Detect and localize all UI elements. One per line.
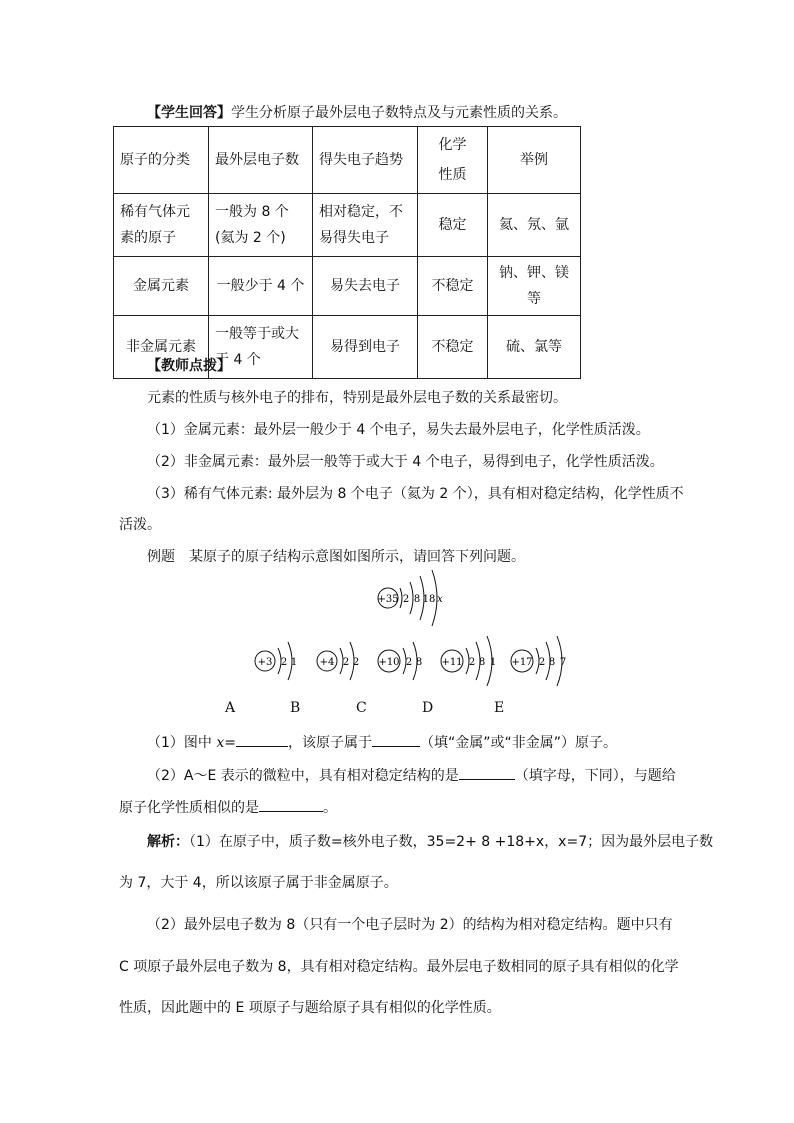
teacher-point-1: （1）金属元素：最外层一般少于 4 个电子，易失去最外层电子，化学性质活泼。 (147, 422, 650, 438)
svg-text:+4: +4 (319, 657, 335, 668)
svg-text:7: 7 (559, 657, 567, 668)
svg-text:2: 2 (342, 657, 350, 668)
table-header: 最外层电子数 (209, 127, 313, 194)
atom-diagram-c (378, 642, 422, 680)
svg-text:2: 2 (538, 657, 546, 668)
teacher-point-2: （2）非金属元素：最外层一般等于或大于 4 个电子，易得到电子，化学性质活泼。 (147, 454, 664, 470)
question-2: （2）A～E 表示的微粒中，具有相对稳定结构的是 （填字母，下同），与题给 (147, 765, 676, 785)
atom-diagram-a (255, 642, 297, 680)
main-atom-diagram (377, 570, 443, 626)
atom-diagram-e (511, 636, 566, 686)
question-2-cont: 原子化学性质相似的是 。 (119, 797, 337, 817)
svg-text:+10: +10 (378, 657, 400, 668)
table-cell: 易失去电子 (313, 257, 418, 316)
analysis-line-5: 性质，因此题中的 E 项原子与题给原子具有相似的化学性质。 (119, 1000, 501, 1016)
table-cell: 非金属元素 (114, 316, 209, 379)
svg-text:1: 1 (290, 657, 298, 668)
analysis-tag: 解析： (147, 834, 189, 850)
table-row (114, 257, 581, 316)
shell-count: 8 (413, 594, 421, 605)
svg-text:8: 8 (548, 657, 556, 668)
main-atom-nucleus: +35 (377, 594, 399, 605)
svg-text:2: 2 (352, 657, 360, 668)
svg-text:2: 2 (405, 657, 413, 668)
table-cell: 不稳定 (418, 257, 488, 316)
atom-label-b: B (290, 700, 301, 716)
atom-label-d: D (422, 700, 434, 716)
analysis-line-1: 解析：（1）在原子中，质子数=核外电子数，35=2+ 8 +18+x，x=7；因为最外层电子数 (147, 834, 714, 850)
table-cell: 金属元素 (114, 257, 209, 316)
table-cell: 一般等于或大于 4 个 (209, 316, 313, 379)
table-cell: 相对稳定，不易得失电子 (313, 194, 418, 257)
table-cell: 一般为 8 个(氦为 2 个) (209, 194, 313, 257)
table-header: 化学 性质 (418, 127, 488, 194)
shell-count: x (437, 594, 443, 605)
table-cell: 一般少于 4 个 (209, 257, 313, 316)
analysis-line-3: （2）最外层电子数为 8（只有一个电子层时为 2）的结构为相对稳定结构。题中只有 (147, 917, 673, 933)
table-header: 得失电子趋势 (313, 127, 418, 194)
atom-label-c: C (356, 700, 367, 716)
teacher-intro: 元素的性质与核外电子的排布，特别是最外层电子数的关系最密切。 (147, 390, 567, 406)
answer-blank (459, 765, 515, 780)
shell-count: 18 (422, 594, 436, 605)
table-cell: 不稳定 (418, 316, 488, 379)
answer-blank (236, 732, 288, 747)
svg-text:2: 2 (468, 657, 476, 668)
atom-classification-table (113, 126, 581, 379)
atom-diagram-b (317, 642, 359, 680)
shell-count: 2 (402, 594, 410, 605)
svg-text:+17: +17 (511, 657, 533, 668)
svg-text:+11: +11 (441, 657, 463, 668)
answer-blank (372, 732, 420, 747)
table-row (114, 194, 581, 257)
table-header: 原子的分类 (114, 127, 209, 194)
question-1: （1）图中 x= ，该原子属于 （填“金属”或“非金属”）原子。 (147, 732, 617, 752)
atom-label-e: E (494, 700, 505, 716)
student-answer-line (147, 102, 567, 122)
analysis-line-4: C 项原子最外层电子数为 8，具有相对稳定结构。最外层电子数相同的原子具有相似的化学 (119, 959, 679, 975)
teacher-point-3b: 活泼。 (119, 517, 161, 533)
svg-text:8: 8 (415, 657, 423, 668)
student-answer-text: 学生分析原子最外层电子数特点及与元素性质的关系。 (231, 105, 567, 121)
svg-text:2: 2 (280, 657, 288, 668)
example-intro: 例题 某原子的原子结构示意图如图所示，请回答下列问题。 (147, 549, 525, 565)
teacher-point-3a: （3）稀有气体元素: 最外层为 8 个电子（氦为 2 个），具有相对稳定结构，化学性质不 (147, 486, 684, 502)
table-cell: 钠、钾、镁等 (488, 257, 581, 316)
atom-structure-diagrams (0, 560, 794, 700)
table-cell: 硫、氯等 (488, 316, 581, 379)
analysis-line-2: 为 7，大于 4，所以该原子属于非金属原子。 (119, 875, 398, 891)
table-cell: 易得到电子 (313, 316, 418, 379)
svg-text:8: 8 (478, 657, 486, 668)
table-header-row (114, 127, 581, 194)
table-cell: 氦、氖、氩 (488, 194, 581, 257)
svg-text:1: 1 (489, 657, 497, 668)
answer-blank (259, 797, 323, 812)
svg-text:+3: +3 (257, 657, 273, 668)
atom-label-a: A (225, 700, 236, 716)
atom-diagram-d (441, 636, 496, 686)
table-cell: 稀有气体元素的原子 (114, 194, 209, 257)
student-answer-tag: 【学生回答】 (147, 105, 231, 121)
table-cell: 稳定 (418, 194, 488, 257)
teacher-tag: 【教师点拨】 (147, 358, 231, 374)
table-header: 举例 (488, 127, 581, 194)
